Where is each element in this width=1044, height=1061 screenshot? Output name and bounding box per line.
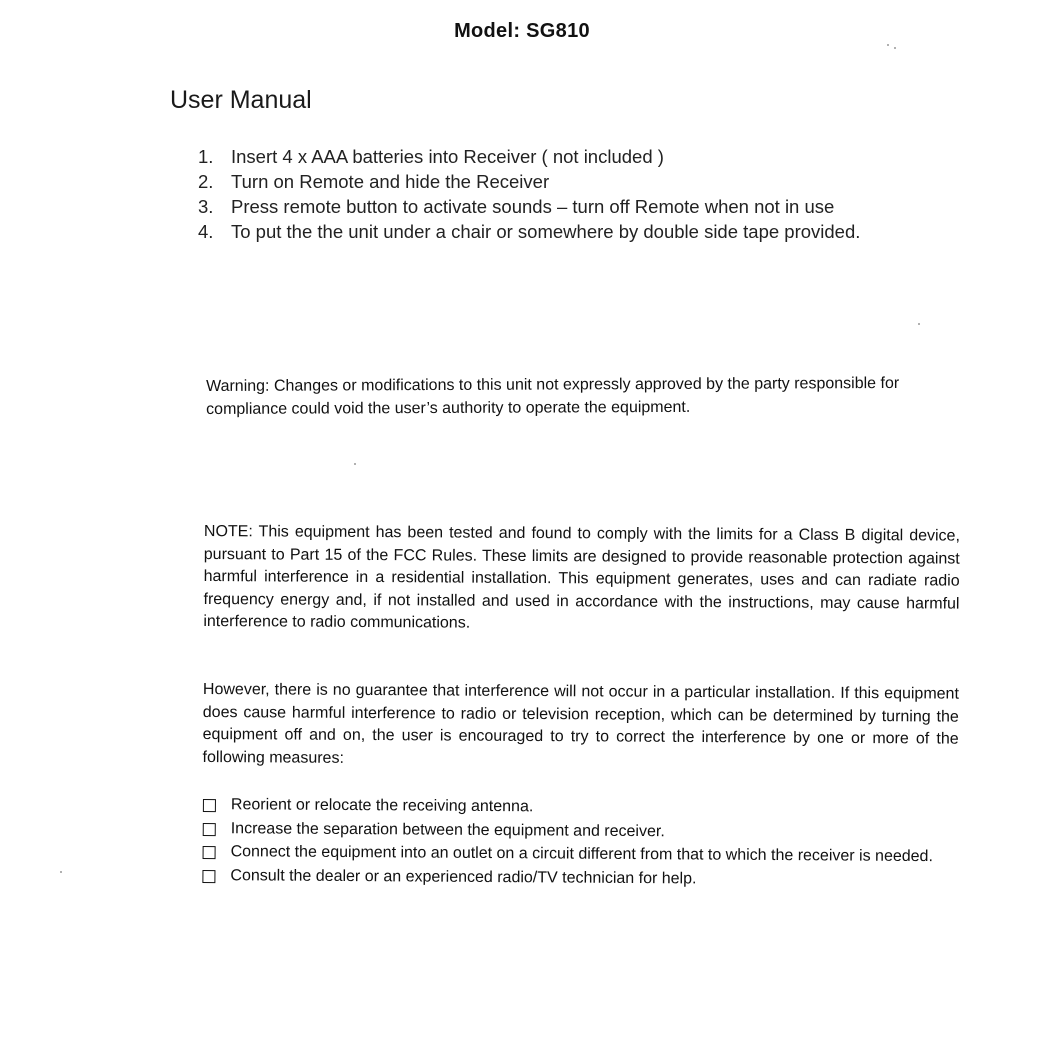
measure-text: Consult the dealer or an experienced radio/TV technician for help. (230, 866, 697, 887)
step-text: To put the the unit under a chair or somewhere by double side tape provided. (231, 221, 861, 242)
checkbox-square-icon (202, 870, 215, 883)
checkbox-square-icon (203, 823, 216, 836)
list-item (198, 169, 898, 194)
checkbox-square-icon (203, 799, 216, 812)
step-text: Turn on Remote and hide the Receiver (231, 171, 550, 192)
step-number: 4. (198, 221, 214, 242)
step-number: 3. (198, 196, 214, 217)
fcc-note-paragraph: NOTE: This equipment has been tested and found to comply with the limits for a Class B digital device, pursuant to Part 15 of the FCC Rules. These limits are designed to provide reasonable protection against harmful interference in a residential installation. This equipment generates, uses and can radiate radio frequency energy and, if not installed and used in accordance with the instructions, may cause harmful interference to radio communications. (203, 522, 960, 632)
interference-paragraph: However, there is no guarantee that interference will not occur in a particular installation. If this equipment does cause harmful interference to radio or television reception, which can be determined by turning the equipment off and on, the user is encouraged to try to correct the interference by one or more of the following measures: (202, 680, 959, 767)
manual-heading: User Manual (170, 86, 312, 114)
scan-speck (894, 47, 896, 49)
scan-speck (887, 44, 889, 46)
scan-speck (918, 323, 920, 325)
setup-steps-list (198, 144, 898, 244)
warning-paragraph: Warning: Changes or modifications to this unit not expressly approved by the party responsible for compliance could void the user’s authority to operate the equipment. (206, 374, 900, 418)
step-text: Insert 4 x AAA batteries into Receiver ( not included ) (231, 146, 664, 167)
step-number: 2. (198, 171, 214, 192)
measure-text: Connect the equipment into an outlet on a circuit different from that to which the receiver is needed. (230, 843, 933, 866)
step-number: 1. (198, 146, 214, 167)
step-text: Press remote button to activate sounds – turn off Remote when not in use (231, 196, 835, 217)
list-item (198, 219, 898, 244)
list-item (198, 144, 898, 169)
measure-text: Reorient or relocate the receiving antenna. (230, 796, 534, 816)
list-item (201, 864, 941, 892)
model-title: Model: SG810 (454, 20, 590, 42)
measures-list (201, 794, 942, 893)
scan-speck (60, 871, 62, 873)
scan-speck (354, 463, 356, 465)
checkbox-square-icon (203, 846, 216, 859)
list-item (198, 194, 898, 219)
measure-text: Increase the separation between the equipment and receiver. (230, 819, 665, 840)
